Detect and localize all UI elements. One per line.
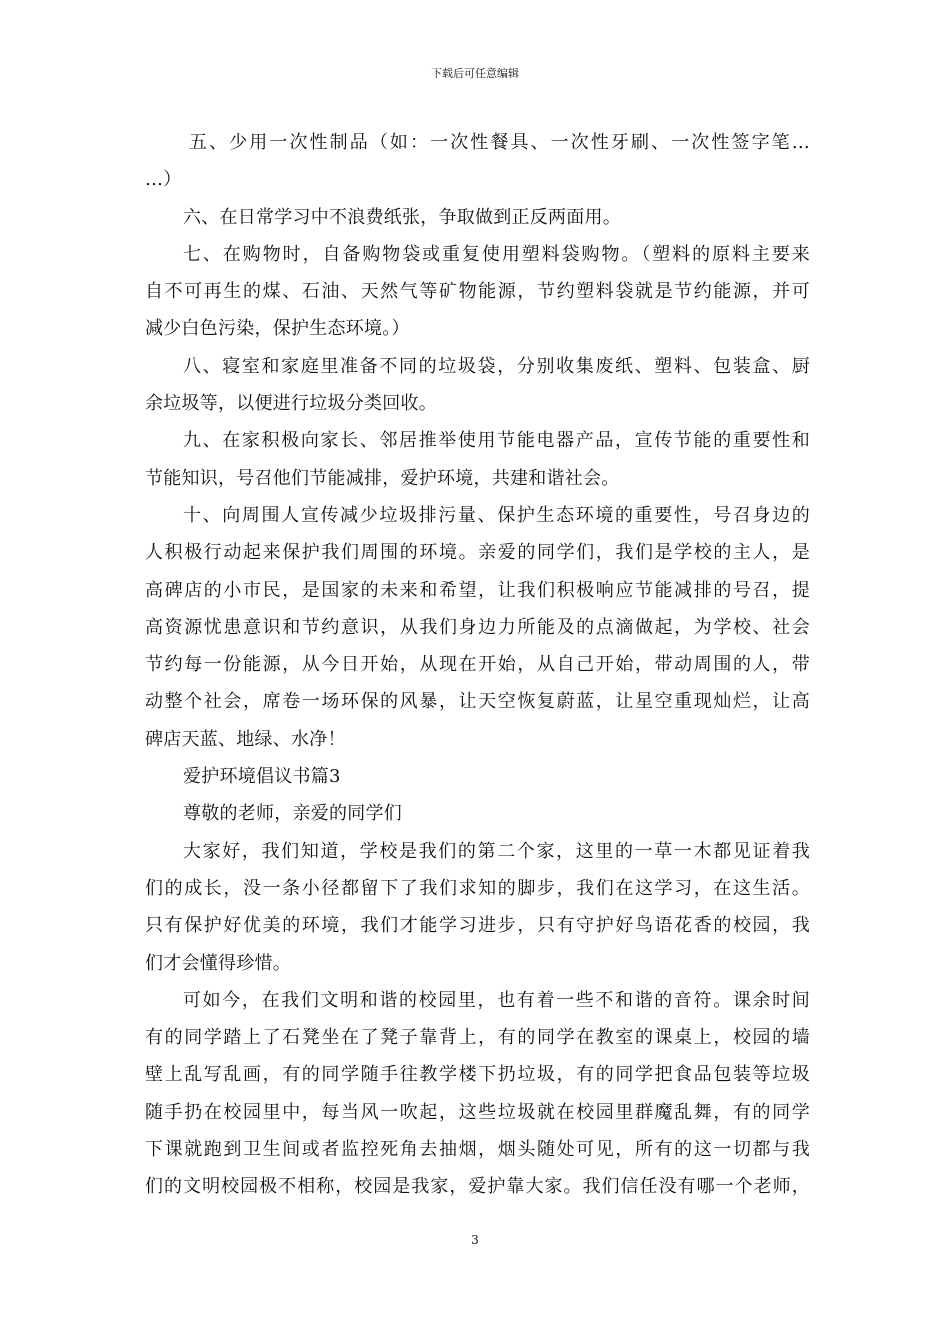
text-line: 节约每一份能源，从今日开始，从现在开始，从自己开始，带动周围的人，带 xyxy=(145,654,810,676)
text-line: …） xyxy=(145,169,182,191)
text-line: 减少白色污染，保护生态环境。） xyxy=(145,318,410,340)
text-line: 爱护环境倡议书篇3 xyxy=(183,766,341,788)
text-line: 尊敬的老师，亲爱的同学们 xyxy=(183,803,402,825)
text-line: 高碑店的小市民，是国家的未来和希望，让我们积极响应节能减排的号召，提 xyxy=(145,579,810,601)
text-line: 七、在购物时，自备购物袋或重复使用塑料袋购物。（塑料的原料主要来 xyxy=(183,243,810,265)
text-line: 只有保护好优美的环境，我们才能学习进步，只有守护好鸟语花香的校园，我 xyxy=(145,915,810,937)
text-line: 高资源忧患意识和节约意识，从我们身边力所能及的点滴做起，为学校、社会 xyxy=(145,616,810,638)
page-header: 下载后可任意编辑 xyxy=(431,67,519,80)
text-line: 下课就跑到卫生间或者监控死角去抽烟，烟头随处可见，所有的这一切都与我 xyxy=(145,1139,810,1161)
text-line: 有的同学踏上了石凳坐在了凳子靠背上，有的同学在教室的课桌上，校园的墙 xyxy=(145,1027,810,1049)
text-line: 自不可再生的煤、石油、天然气等矿物能源，节约塑料袋就是节约能源，并可 xyxy=(145,281,810,303)
text-line: 节能知识，号召他们节能减排，爱护环境，共建和谐社会。 xyxy=(145,467,620,489)
text-line: 们才会懂得珍惜。 xyxy=(145,952,291,974)
page-number: 3 xyxy=(471,1233,479,1247)
text-line: 壁上乱写乱画，有的同学随手往教学楼下扔垃圾，有的同学把食品包装等垃圾 xyxy=(145,1064,810,1086)
text-line: 随手扔在校园里中，每当风一吹起，这些垃圾就在校园里群魔乱舞，有的同学 xyxy=(145,1101,810,1123)
text-line: 余垃圾等，以便进行垃圾分类回收。 xyxy=(145,393,437,415)
text-line: 六、在日常学习中不浪费纸张，争取做到正反两面用。 xyxy=(183,206,621,228)
text-line: 碑店天蓝、地绿、水净！ xyxy=(145,728,346,750)
text-line: 大家好，我们知道，学校是我们的第二个家，这里的一草一木都见证着我 xyxy=(183,840,810,862)
text-line: 们的文明校园极不相称，校园是我家，爱护靠大家。我们信任没有哪一个老师， xyxy=(145,1176,810,1198)
text-line: 们的成长，没一条小径都留下了我们求知的脚步，我们在这学习，在这生活。 xyxy=(145,877,810,899)
text-line: 动整个社会，席卷一场环保的风暴，让天空恢复蔚蓝，让星空重现灿烂，让高 xyxy=(145,691,810,713)
text-line: 可如今，在我们文明和谐的校园里，也有着一些不和谐的音符。课余时间 xyxy=(183,989,810,1011)
text-line: 人积极行动起来保护我们周围的环境。亲爱的同学们，我们是学校的主人，是 xyxy=(145,542,810,564)
text-line: 八、寝室和家庭里准备不同的垃圾袋，分别收集废纸、塑料、包装盒、厨 xyxy=(183,355,810,377)
text-line: 五、少用一次性制品（如：一次性餐具、一次性牙刷、一次性签字笔… xyxy=(189,132,810,153)
text-line: 十、向周围人宣传减少垃圾排污量、保护生态环境的重要性，号召身边的 xyxy=(183,504,810,526)
document-body xyxy=(145,124,810,1206)
text-line: 九、在家积极向家长、邻居推举使用节能电器产品，宣传节能的重要性和 xyxy=(183,430,810,452)
